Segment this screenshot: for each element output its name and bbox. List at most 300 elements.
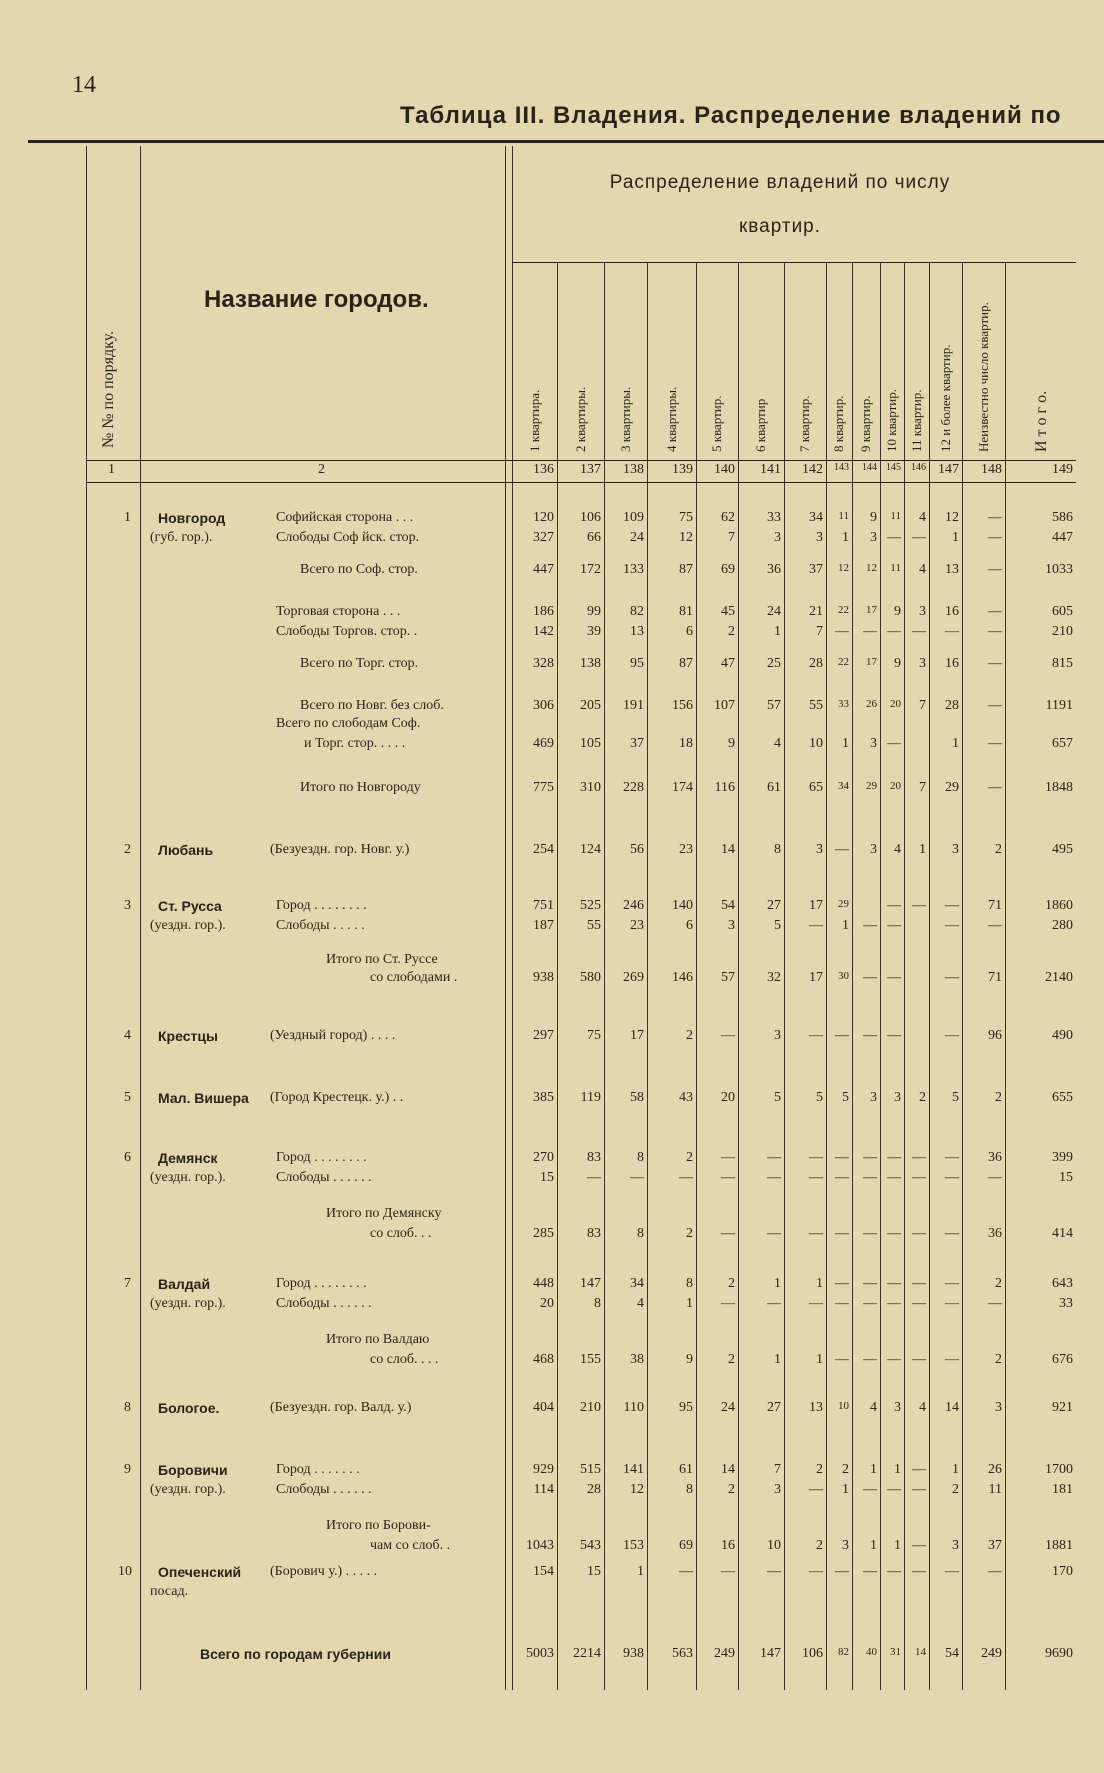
- value-cell: 2: [816, 1538, 823, 1553]
- value-cell: 140: [672, 898, 693, 913]
- value-cell: 95: [630, 656, 644, 671]
- value-cell: 399: [1052, 1150, 1073, 1165]
- value-cell: 3: [894, 1090, 901, 1105]
- value-cell: 28: [809, 656, 823, 671]
- value-cell: 4: [894, 842, 901, 857]
- value-cell: —: [988, 530, 1002, 545]
- value-cell: 327: [533, 530, 554, 545]
- value-cell: 114: [533, 1482, 554, 1497]
- column-label: И т о г о.: [1032, 390, 1050, 452]
- value-cell: —: [988, 656, 1002, 671]
- value-cell: 191: [623, 698, 644, 713]
- row-label: Город . . . . . . . .: [276, 898, 367, 913]
- col-number: 2: [318, 462, 325, 477]
- value-cell: 3: [870, 530, 877, 545]
- row-label: Софийская сторона . . .: [276, 510, 414, 525]
- value-cell: —: [912, 624, 926, 639]
- value-cell: 14: [721, 1462, 735, 1477]
- value-cell: 69: [721, 562, 735, 577]
- value-cell: —: [912, 1226, 926, 1241]
- value-cell: 20: [540, 1296, 554, 1311]
- city-name: Крестцы: [158, 1028, 218, 1044]
- value-cell: 13: [945, 562, 959, 577]
- value-cell: 210: [580, 1400, 601, 1415]
- value-cell: 269: [623, 970, 644, 985]
- col-number: 145: [886, 462, 901, 473]
- value-cell: 33: [838, 698, 849, 710]
- row-label: (Безуездн. гор. Валд. у.): [270, 1400, 412, 1415]
- value-cell: 285: [533, 1226, 554, 1241]
- value-cell: 469: [533, 736, 554, 751]
- top-rule: [28, 140, 1104, 143]
- value-cell: 95: [679, 1400, 693, 1415]
- col-number: 141: [760, 462, 781, 477]
- city-status: (губ. гор.).: [150, 530, 213, 545]
- row-label: Слободы Торгов. стор. .: [276, 624, 418, 639]
- value-cell: —: [863, 1226, 877, 1241]
- value-cell: 1860: [1045, 898, 1073, 913]
- column-label: 5 квартир.: [709, 395, 724, 452]
- value-cell: 9: [728, 736, 735, 751]
- value-cell: 2: [842, 1462, 849, 1477]
- value-cell: —: [767, 1226, 781, 1241]
- value-cell: 9: [894, 656, 901, 671]
- value-cell: 30: [838, 970, 849, 982]
- value-cell: 563: [672, 1646, 693, 1661]
- city-name: Опеченский: [158, 1564, 242, 1580]
- value-cell: —: [863, 1150, 877, 1165]
- value-cell: 29: [945, 780, 959, 795]
- value-cell: 5: [774, 1090, 781, 1105]
- value-cell: 404: [533, 1400, 554, 1415]
- value-cell: —: [809, 918, 823, 933]
- value-cell: 643: [1052, 1276, 1073, 1291]
- value-cell: 43: [679, 1090, 693, 1105]
- value-cell: 306: [533, 698, 554, 713]
- value-cell: —: [835, 1226, 849, 1241]
- value-cell: 12: [866, 562, 877, 574]
- value-cell: 15: [1059, 1170, 1073, 1185]
- value-cell: —: [945, 1296, 959, 1311]
- value-cell: —: [835, 1296, 849, 1311]
- value-cell: 1: [637, 1564, 644, 1579]
- city-name: Демянск: [158, 1150, 218, 1166]
- value-cell: 75: [679, 510, 693, 525]
- value-cell: 66: [587, 530, 601, 545]
- value-cell: 187: [533, 918, 554, 933]
- value-cell: —: [809, 1150, 823, 1165]
- value-cell: 20: [890, 698, 901, 710]
- row-number: 8: [124, 1400, 131, 1415]
- value-cell: 119: [580, 1090, 601, 1105]
- value-cell: 1: [816, 1352, 823, 1367]
- value-cell: 8: [774, 842, 781, 857]
- value-cell: 2: [995, 1090, 1002, 1105]
- value-cell: 13: [630, 624, 644, 639]
- city-status: (уездн. гор.).: [150, 918, 226, 933]
- value-cell: 62: [721, 510, 735, 525]
- page-number: 14: [72, 72, 96, 98]
- value-cell: 938: [533, 970, 554, 985]
- value-cell: 4: [637, 1296, 644, 1311]
- value-cell: 2: [728, 1276, 735, 1291]
- value-cell: 10: [838, 1400, 849, 1412]
- value-cell: 1033: [1045, 562, 1073, 577]
- value-cell: 55: [809, 698, 823, 713]
- value-cell: —: [863, 624, 877, 639]
- value-cell: 27: [767, 1400, 781, 1415]
- value-cell: 3: [870, 736, 877, 751]
- value-cell: 7: [774, 1462, 781, 1477]
- row-label: Слободы . . . . . .: [276, 1170, 372, 1185]
- column-label: 7 квартир.: [797, 395, 812, 452]
- value-cell: —: [863, 970, 877, 985]
- value-cell: 9: [894, 604, 901, 619]
- value-cell: 4: [774, 736, 781, 751]
- col-number: 136: [533, 462, 554, 477]
- value-cell: 155: [580, 1352, 601, 1367]
- value-cell: 2: [728, 1352, 735, 1367]
- value-cell: —: [835, 1170, 849, 1185]
- value-cell: —: [863, 1482, 877, 1497]
- value-cell: 5003: [526, 1646, 554, 1661]
- value-cell: 7: [919, 780, 926, 795]
- row-label: Всего по Торг. стор.: [300, 656, 419, 671]
- value-cell: 310: [580, 780, 601, 795]
- value-cell: 9: [686, 1352, 693, 1367]
- value-cell: 37: [809, 562, 823, 577]
- value-cell: 34: [809, 510, 823, 525]
- value-cell: 33: [1059, 1296, 1073, 1311]
- row-number: 5: [124, 1090, 131, 1105]
- value-cell: —: [912, 1296, 926, 1311]
- value-cell: 12: [945, 510, 959, 525]
- value-cell: 328: [533, 656, 554, 671]
- value-cell: —: [887, 1352, 901, 1367]
- value-cell: 1: [842, 530, 849, 545]
- value-cell: 2: [728, 624, 735, 639]
- value-cell: 83: [587, 1226, 601, 1241]
- value-cell: 210: [1052, 624, 1073, 639]
- value-cell: 580: [580, 970, 601, 985]
- value-cell: —: [630, 1170, 644, 1185]
- value-cell: 2: [686, 1028, 693, 1043]
- value-cell: 12: [838, 562, 849, 574]
- col-number: 144: [862, 462, 877, 473]
- value-cell: 36: [988, 1226, 1002, 1241]
- row-label: Всего по Соф. стор.: [300, 562, 418, 577]
- value-cell: —: [809, 1482, 823, 1497]
- value-cell: 146: [672, 970, 693, 985]
- column-label: Неизвестно число квартир.: [975, 302, 991, 452]
- value-cell: 249: [981, 1646, 1002, 1661]
- col-number: 138: [623, 462, 644, 477]
- value-cell: —: [988, 562, 1002, 577]
- value-cell: 154: [533, 1564, 554, 1579]
- value-cell: —: [912, 1482, 926, 1497]
- value-cell: 57: [767, 698, 781, 713]
- value-cell: —: [945, 970, 959, 985]
- value-cell: 5: [774, 918, 781, 933]
- value-cell: —: [988, 698, 1002, 713]
- value-cell: 15: [587, 1564, 601, 1579]
- value-cell: 26: [866, 698, 877, 710]
- value-cell: —: [912, 1150, 926, 1165]
- value-cell: 15: [540, 1170, 554, 1185]
- value-cell: 82: [630, 604, 644, 619]
- value-cell: —: [679, 1170, 693, 1185]
- value-cell: 23: [679, 842, 693, 857]
- value-cell: —: [863, 1170, 877, 1185]
- value-cell: 5: [842, 1090, 849, 1105]
- value-cell: 27: [767, 898, 781, 913]
- value-cell: 87: [679, 562, 693, 577]
- value-cell: 10: [767, 1538, 781, 1553]
- column-label: 3 квартиры.: [617, 386, 633, 452]
- value-cell: —: [809, 1028, 823, 1043]
- value-cell: 28: [587, 1482, 601, 1497]
- value-cell: 1191: [1045, 698, 1073, 713]
- city-status: (уездн. гор.).: [150, 1170, 226, 1185]
- value-cell: —: [988, 624, 1002, 639]
- value-cell: 605: [1052, 604, 1073, 619]
- value-cell: 3: [952, 1538, 959, 1553]
- value-cell: —: [835, 624, 849, 639]
- value-cell: 3: [919, 604, 926, 619]
- value-cell: 106: [580, 510, 601, 525]
- value-cell: 40: [866, 1646, 877, 1658]
- value-cell: —: [887, 918, 901, 933]
- value-cell: 110: [623, 1400, 644, 1415]
- value-cell: 23: [630, 918, 644, 933]
- value-cell: 10: [809, 736, 823, 751]
- row-label: (Безуездн. гор. Новг. у.): [270, 842, 410, 857]
- value-cell: —: [988, 1170, 1002, 1185]
- value-cell: 82: [838, 1646, 849, 1658]
- value-cell: 2: [919, 1090, 926, 1105]
- value-cell: 12: [679, 530, 693, 545]
- value-cell: —: [945, 1564, 959, 1579]
- value-cell: 5: [816, 1090, 823, 1105]
- value-cell: 36: [988, 1150, 1002, 1165]
- value-cell: 655: [1052, 1090, 1073, 1105]
- value-cell: —: [912, 898, 926, 913]
- value-cell: —: [863, 1296, 877, 1311]
- value-cell: 2: [686, 1150, 693, 1165]
- value-cell: 447: [1052, 530, 1073, 545]
- value-cell: 124: [580, 842, 601, 857]
- city-name: Ст. Русса: [158, 898, 222, 914]
- value-cell: 65: [809, 780, 823, 795]
- value-cell: 3: [774, 1028, 781, 1043]
- value-cell: —: [835, 1564, 849, 1579]
- city-name: Валдай: [158, 1276, 211, 1292]
- col-number: 149: [1052, 462, 1073, 477]
- value-cell: 17: [809, 898, 823, 913]
- value-cell: 270: [533, 1150, 554, 1165]
- value-cell: 54: [945, 1646, 959, 1661]
- value-cell: 14: [945, 1400, 959, 1415]
- row-number: 1: [124, 510, 131, 525]
- value-cell: 141: [623, 1462, 644, 1477]
- value-cell: 11: [890, 510, 901, 522]
- value-cell: 34: [838, 780, 849, 792]
- value-cell: 14: [721, 842, 735, 857]
- value-cell: 1: [952, 530, 959, 545]
- value-cell: 7: [816, 624, 823, 639]
- value-cell: 96: [988, 1028, 1002, 1043]
- value-cell: 1: [952, 1462, 959, 1477]
- value-cell: 1: [686, 1296, 693, 1311]
- subheader-rule: [512, 262, 1076, 263]
- value-cell: 37: [630, 736, 644, 751]
- value-cell: 138: [580, 656, 601, 671]
- value-cell: 2: [995, 1352, 1002, 1367]
- value-cell: 153: [623, 1538, 644, 1553]
- value-cell: —: [945, 1028, 959, 1043]
- value-cell: 170: [1052, 1564, 1073, 1579]
- row-label-continued: со слободами .: [370, 970, 458, 985]
- value-cell: 12: [630, 1482, 644, 1497]
- value-cell: —: [912, 530, 926, 545]
- value-cell: —: [912, 1170, 926, 1185]
- value-cell: —: [809, 1564, 823, 1579]
- column-label: 1 квартира.: [526, 389, 542, 452]
- value-cell: 4: [870, 1400, 877, 1415]
- row-label-continued: со слоб. . .: [370, 1226, 432, 1241]
- value-cell: —: [835, 1352, 849, 1367]
- value-cell: 815: [1052, 656, 1073, 671]
- value-cell: 254: [533, 842, 554, 857]
- value-cell: 8: [594, 1296, 601, 1311]
- value-cell: 3: [728, 918, 735, 933]
- value-cell: 31: [890, 1646, 901, 1658]
- row-number: 2: [124, 842, 131, 857]
- col-number: 1: [108, 462, 115, 477]
- value-cell: 8: [637, 1150, 644, 1165]
- value-cell: 3: [842, 1538, 849, 1553]
- value-cell: 205: [580, 698, 601, 713]
- value-cell: —: [912, 1538, 926, 1553]
- row-label: Торговая сторона . . .: [276, 604, 401, 619]
- column-divider: [86, 146, 87, 1690]
- value-cell: 1: [774, 624, 781, 639]
- value-cell: 1: [870, 1462, 877, 1477]
- row-label: Итого по Валдаю: [326, 1332, 430, 1347]
- city-name: Боровичи: [158, 1462, 228, 1478]
- value-cell: —: [721, 1150, 735, 1165]
- value-cell: 181: [1052, 1482, 1073, 1497]
- value-cell: 24: [721, 1400, 735, 1415]
- value-cell: 2214: [573, 1646, 601, 1661]
- value-cell: —: [988, 604, 1002, 619]
- row-number: 9: [124, 1462, 131, 1477]
- row-label: (Город Крестецк. у.) . .: [270, 1090, 404, 1105]
- column-divider: [505, 146, 506, 1690]
- value-cell: 75: [587, 1028, 601, 1043]
- value-cell: 36: [767, 562, 781, 577]
- city-name: Мал. Вишера: [158, 1090, 249, 1106]
- value-cell: 468: [533, 1352, 554, 1367]
- value-cell: 22: [838, 604, 849, 616]
- value-cell: —: [945, 1170, 959, 1185]
- value-cell: 172: [580, 562, 601, 577]
- value-cell: 22: [838, 656, 849, 668]
- value-cell: —: [721, 1028, 735, 1043]
- value-cell: 1700: [1045, 1462, 1073, 1477]
- value-cell: 414: [1052, 1226, 1073, 1241]
- value-cell: 1: [842, 736, 849, 751]
- value-cell: 9: [870, 510, 877, 525]
- value-cell: 34: [630, 1276, 644, 1291]
- value-cell: 13: [809, 1400, 823, 1415]
- column-label: 4 квартиры.: [663, 386, 679, 452]
- value-cell: 147: [580, 1276, 601, 1291]
- value-cell: —: [887, 1170, 901, 1185]
- value-cell: —: [912, 1462, 926, 1477]
- value-cell: 17: [866, 604, 877, 616]
- value-cell: 1: [774, 1276, 781, 1291]
- value-cell: 1: [952, 736, 959, 751]
- city-name: Любань: [158, 842, 214, 858]
- value-cell: —: [721, 1564, 735, 1579]
- value-cell: —: [863, 918, 877, 933]
- value-cell: 120: [533, 510, 554, 525]
- value-cell: —: [679, 1564, 693, 1579]
- value-cell: 133: [623, 562, 644, 577]
- value-cell: 2: [728, 1482, 735, 1497]
- column-label: 12 и более квартир.: [937, 344, 953, 452]
- value-cell: 495: [1052, 842, 1073, 857]
- value-cell: 58: [630, 1090, 644, 1105]
- value-cell: 142: [533, 624, 554, 639]
- value-cell: —: [887, 1564, 901, 1579]
- value-cell: 3: [919, 656, 926, 671]
- value-cell: 8: [686, 1482, 693, 1497]
- value-cell: —: [887, 970, 901, 985]
- value-cell: 4: [919, 562, 926, 577]
- value-cell: 228: [623, 780, 644, 795]
- row-label: (Борович у.) . . . . .: [270, 1564, 378, 1579]
- value-cell: —: [767, 1170, 781, 1185]
- value-cell: 11: [890, 562, 901, 574]
- value-cell: 71: [988, 898, 1002, 913]
- value-cell: 71: [988, 970, 1002, 985]
- row-label: Город . . . . . . .: [276, 1462, 360, 1477]
- value-cell: —: [887, 1482, 901, 1497]
- value-cell: —: [887, 1028, 901, 1043]
- value-cell: 24: [630, 530, 644, 545]
- col-number: 146: [911, 462, 926, 473]
- value-cell: 1: [842, 918, 849, 933]
- value-cell: 3: [816, 530, 823, 545]
- column-label: 10 квартир.: [884, 388, 899, 452]
- value-cell: 116: [714, 780, 735, 795]
- column-label: 2 квартиры.: [572, 386, 588, 452]
- value-cell: 1: [919, 842, 926, 857]
- value-cell: 8: [686, 1276, 693, 1291]
- distribution-title: Распределение владений по числу: [609, 172, 951, 193]
- value-cell: 21: [809, 604, 823, 619]
- column-label: 6 квартир: [753, 398, 768, 452]
- value-cell: —: [912, 1564, 926, 1579]
- value-cell: —: [809, 1296, 823, 1311]
- value-cell: 4: [919, 510, 926, 525]
- value-cell: 515: [580, 1462, 601, 1477]
- value-cell: 57: [721, 970, 735, 985]
- value-cell: 9690: [1045, 1646, 1073, 1661]
- value-cell: 45: [721, 604, 735, 619]
